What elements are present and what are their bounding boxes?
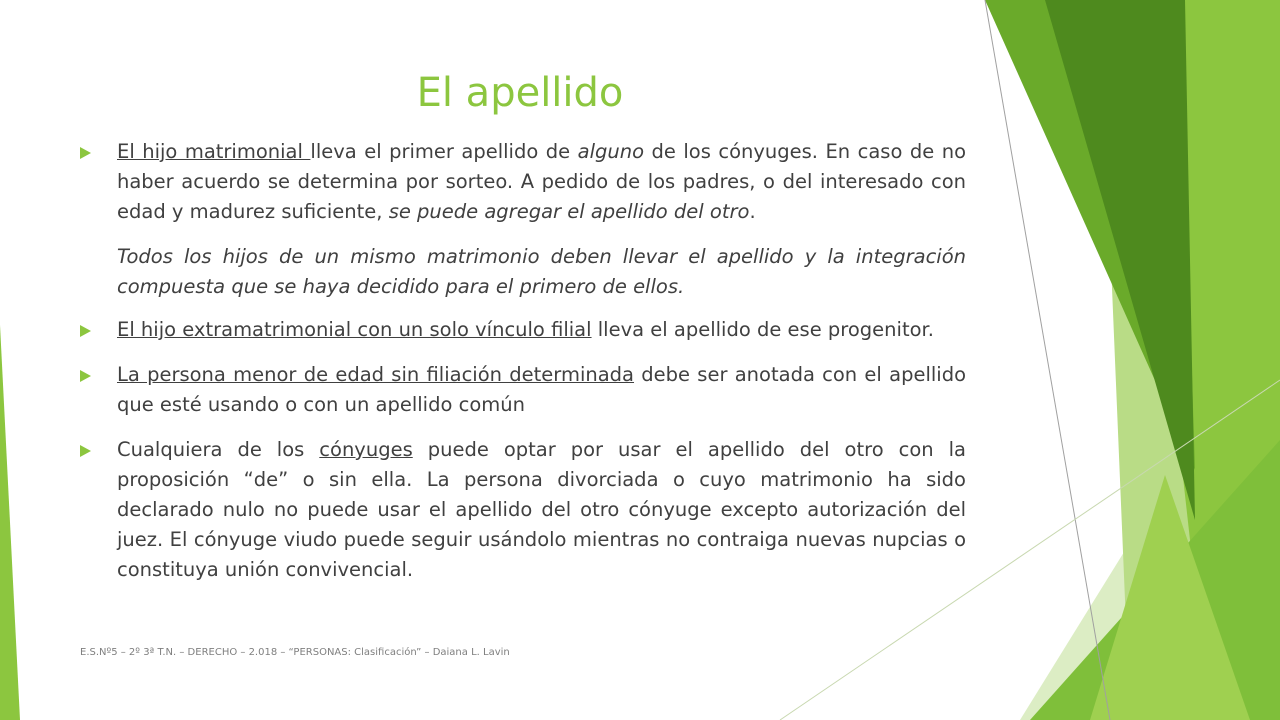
bullet-item-3: La persona menor de edad sin filiación determinada debe ser anotada con el apellido que esté usando o con un apellido común <box>80 360 966 420</box>
left-green-sliver <box>0 325 20 720</box>
indented-paragraph: Todos los hijos de un mismo matrimonio deben llevar el apellido y la integración compuesta que se haya decidido para el primero de ellos. <box>117 245 966 298</box>
bullet-arrow-icon <box>80 325 91 337</box>
underlined-term: cónyuges <box>319 438 413 461</box>
bullet-item-1: El hijo matrimonial lleva el primer apellido de alguno de los cónyuges. En caso de no haber acuerdo se determina por sorteo. A pedido de los padres, o del interesado con edad y madurez suficiente, se puede agregar el apellido del otro. <box>80 137 966 227</box>
underlined-term: El hijo extramatrimonial con un solo vínculo filial <box>117 318 592 341</box>
underlined-term: El hijo matrimonial <box>117 140 311 163</box>
slide-content <box>80 137 966 600</box>
slide-footer: E.S.Nº5 – 2º 3ª T.N. – DERECHO – 2.018 – “PERSONAS: Clasificación” – Daiana L. Lavin <box>80 647 510 658</box>
bullet-arrow-icon <box>80 147 91 159</box>
underlined-term: La persona menor de edad sin filiación determinada <box>117 363 635 386</box>
bullet-arrow-icon <box>80 370 91 382</box>
slide-title: El apellido <box>416 70 624 116</box>
bullet-arrow-icon <box>80 445 91 457</box>
bullet-item-4: Cualquiera de los cónyuges puede optar por usar el apellido del otro con la proposición “de” o sin ella. La persona divorciada o cuyo matrimonio ha sido declarado nulo no puede usar el apellido del otro cónyuge excepto autorización del juez. El cónyuge viudo puede seguir usándolo mientras no contraiga nuevas nupcias o constituya unión convivencial. <box>80 435 966 585</box>
bullet-item-2: El hijo extramatrimonial con un solo vínculo filial lleva el apellido de ese progenitor. <box>80 315 966 345</box>
